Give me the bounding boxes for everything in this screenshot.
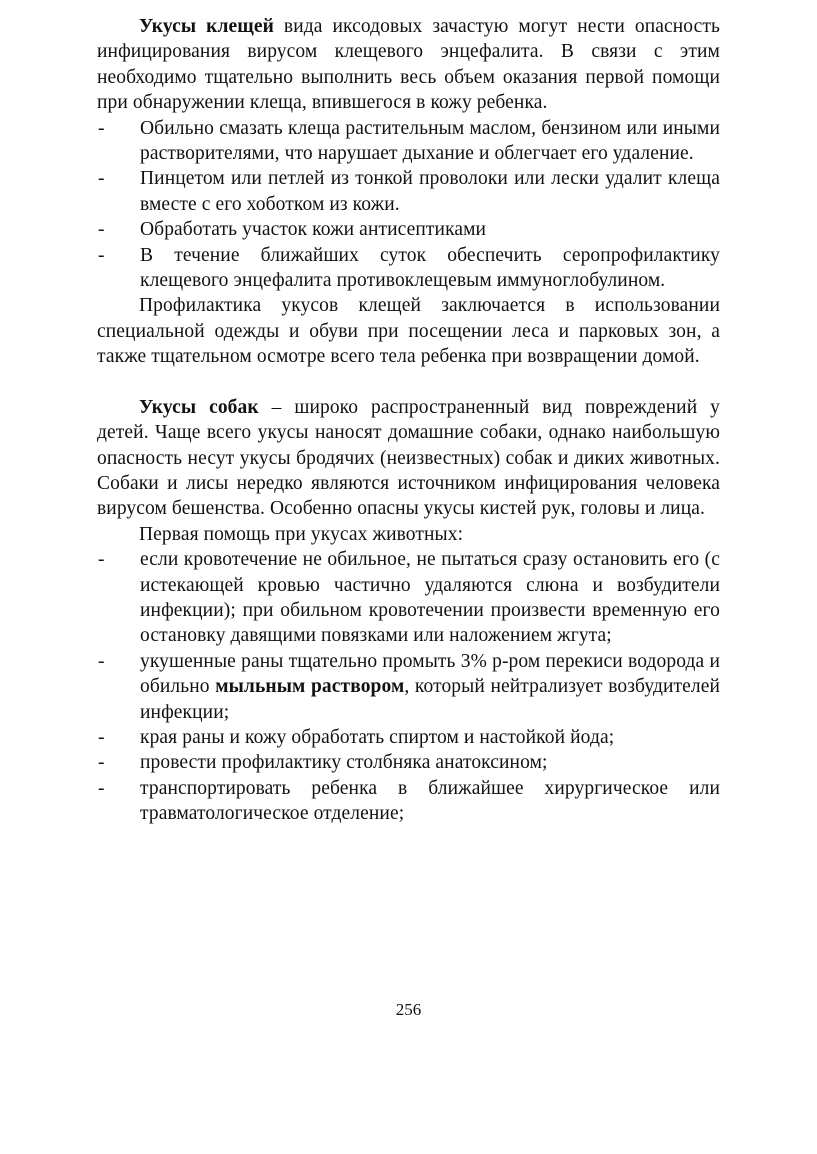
tick-bites-intro	[97, 14, 720, 116]
page-content	[97, 14, 720, 827]
dog-bites-intro-text: – широко распространенный вид повреждений у детей. Чаще всего укусы наносят домашние собаки, однако наибольшую опасность несут укусы бродячих (неизвестных) собак и диких животных. Собаки и лисы нередко являются источником инфицирования человека вирусом бешенства. Особенно опасны укусы кистей рук, головы и лица.	[97, 396, 720, 520]
soap-solution-bold: мыльным раствором	[215, 676, 405, 698]
bullet-dash: -	[98, 777, 105, 799]
tick-prevention-paragraph: Профилактика укусов клещей заключается в использовании специальной одежды и обуви при посещении леса и парковых зон, а также тщательном осмотре всего тела ребенка при возвращении домой.	[97, 295, 720, 368]
tick-bites-title: Укусы клещей	[139, 16, 274, 37]
bullet-dash: -	[98, 752, 105, 774]
animal-first-aid-list	[97, 547, 720, 826]
bullet-dash: -	[98, 219, 105, 241]
bullet-dash: -	[98, 117, 105, 139]
list-item: - Обильно смазать клеща растительным маслом, бензином или иными растворителями, что нарушает дыхание и облегчает его удаление.	[98, 117, 720, 165]
bullet-dash: -	[98, 650, 105, 672]
list-item: - Обработать участок кожи антисептиками	[97, 217, 720, 242]
bullet-dash: -	[98, 168, 105, 190]
bullet-dash: -	[98, 549, 105, 571]
list-item: - края раны и кожу обработать спиртом и настойкой йода;	[97, 725, 720, 750]
list-item: - укушенные раны тщательно промыть 3% р-ром перекиси водорода и обильно мыльным раствором, который нейтрализует возбудителей инфекции;	[98, 650, 721, 723]
dog-bites-intro	[97, 395, 720, 522]
list-item: - если кровотечение не обильное, не пытаться сразу остановить его (с истекающей кровью частично удаляются слюна и возбудители инфекции); при обильном кровотечении произвести временную его остановку давящими повязками или наложением жгута;	[98, 549, 720, 647]
list-item: - В течение ближайших суток обеспечить серопрофилактику клещевого энцефалита противоклещевым иммуноглобулином.	[98, 244, 720, 292]
tick-bites-intro-text: вида иксодовых зачастую могут нести опасность инфицирования вирусом клещевого энцефалита. В связи с этим необходимо тщательно выполнить весь объем оказания первой помощи при обнаружении клеща, впившегося в кожу ребенка.	[97, 16, 720, 114]
list-item: - провести профилактику столбняка анатоксином;	[97, 750, 720, 775]
list-item: - транспортировать ребенка в ближайшее хирургическое или травматологическое отделение;	[98, 777, 720, 825]
bullet-dash: -	[98, 726, 105, 748]
dog-bites-title: Укусы собак	[139, 396, 259, 418]
tick-first-aid-list	[97, 116, 720, 294]
bullet-dash: -	[98, 244, 105, 266]
section-spacer	[97, 370, 720, 395]
first-aid-heading: Первая помощь при укусах животных:	[139, 523, 464, 545]
page-number: 256	[395, 1000, 422, 1019]
list-item: - Пинцетом или петлей из тонкой проволоки или лески удалит клеща вместе с его хоботком из кожи.	[98, 168, 720, 215]
